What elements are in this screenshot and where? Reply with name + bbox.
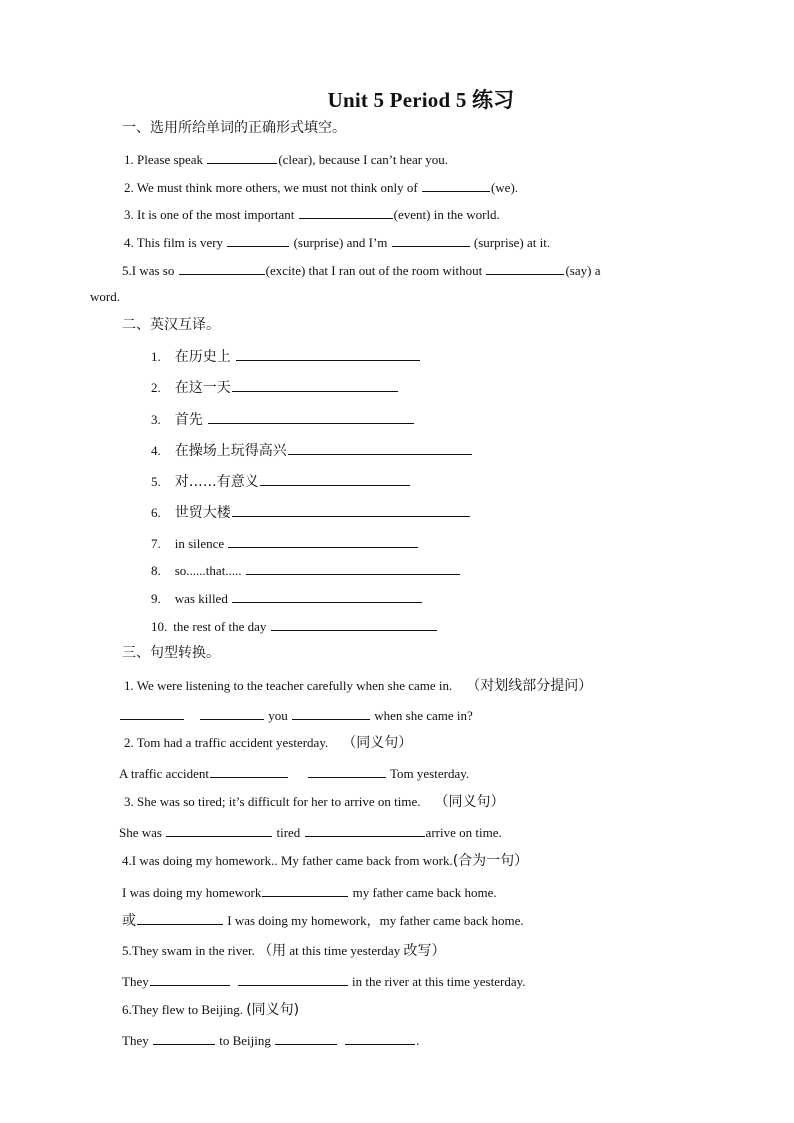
- s3-q5-instruction-b: at this time yesterday: [286, 943, 404, 958]
- s3-q6-answer-text-c: .: [416, 1033, 420, 1048]
- s3-q3-text: 3. She was so tired; it’s difficult for her to arrive on time.: [124, 794, 421, 809]
- s2-item-8: [151, 562, 461, 579]
- answer-blank[interactable]: [232, 379, 398, 392]
- s2-item-6: [151, 504, 471, 521]
- s2-item-8-num: 8.: [151, 563, 161, 578]
- s3-q4-answer-text-a: I was doing my homework: [122, 885, 262, 900]
- s1-item-1-text-a: 1. Please speak: [124, 152, 207, 167]
- s1-item-5-text-a: 5.I was so: [122, 263, 178, 278]
- answer-blank[interactable]: [137, 912, 223, 925]
- s3-q4-answer-1: [122, 884, 497, 901]
- s1-item-4-text-b: (surprise) and I’m: [290, 235, 391, 250]
- s2-item-6-text: 世贸大楼: [174, 505, 231, 521]
- s3-q3-answer-text-b: tired: [273, 825, 304, 840]
- s1-item-2: [124, 179, 518, 196]
- s2-item-9: [151, 590, 423, 607]
- s3-q4: [122, 853, 528, 869]
- answer-blank[interactable]: [305, 824, 425, 837]
- s2-item-10-num: 10.: [151, 619, 168, 634]
- s2-item-4-text: 在操场上玩得高兴: [174, 443, 287, 459]
- answer-blank[interactable]: [271, 618, 437, 631]
- s2-item-5: [151, 473, 411, 490]
- s2-item-2-text: 在这一天: [174, 380, 231, 396]
- s1-item-1-text-b: (clear), because I can’t hear you.: [278, 152, 449, 167]
- s3-q6-answer-text-b: to Beijing: [215, 1033, 275, 1048]
- s2-item-4: [151, 442, 473, 459]
- answer-blank[interactable]: [288, 442, 472, 455]
- answer-blank[interactable]: [308, 765, 386, 778]
- answer-blank[interactable]: [246, 562, 460, 575]
- s3-q6-answer-text-a: They: [122, 1033, 152, 1048]
- answer-blank[interactable]: [120, 707, 184, 720]
- s3-q1: [124, 678, 592, 694]
- s2-item-4-num: 4.: [151, 443, 161, 458]
- answer-blank[interactable]: [299, 206, 393, 219]
- s3-q5: [122, 943, 445, 959]
- s3-q5-answer: [122, 973, 526, 990]
- answer-blank[interactable]: [150, 973, 230, 986]
- answer-blank[interactable]: [166, 824, 272, 837]
- s1-item-1: [124, 151, 448, 168]
- s1-item-4-text-a: 4. This film is very: [124, 235, 227, 250]
- answer-blank[interactable]: [153, 1032, 215, 1045]
- s3-q2-answer: [119, 765, 469, 782]
- s3-q3-answer: [119, 824, 502, 841]
- s1-item-3-text-a: 3. It is one of the most important: [124, 207, 298, 222]
- s1-item-3-text-b: (event) in the world.: [393, 207, 500, 222]
- s1-item-3: [124, 206, 500, 223]
- s2-item-3-num: 3.: [151, 412, 161, 427]
- answer-blank[interactable]: [262, 884, 348, 897]
- answer-blank[interactable]: [422, 179, 490, 192]
- s1-item-5-cont: word.: [90, 289, 120, 304]
- s3-q2-text: 2. Tom had a traffic accident yesterday.: [124, 735, 329, 750]
- s2-item-7-num: 7.: [151, 536, 161, 551]
- s3-q1-text: 1. We were listening to the teacher carefully when she came in.: [124, 678, 453, 693]
- s1-item-4: [124, 234, 550, 251]
- s2-item-1-text: 在历史上: [174, 349, 236, 365]
- s3-q1-instruction: （对划线部分提问）: [466, 678, 593, 694]
- s3-q2-answer-text-b: Tom yesterday.: [387, 766, 470, 781]
- answer-blank[interactable]: [275, 1032, 337, 1045]
- s2-item-2: [151, 379, 399, 396]
- s2-item-5-text: 对……有意义: [174, 474, 259, 490]
- s2-item-6-num: 6.: [151, 505, 161, 520]
- s3-q4-instruction: (合为一句）: [452, 853, 529, 869]
- s2-item-7-text: in silence: [174, 536, 228, 551]
- answer-blank[interactable]: [227, 234, 289, 247]
- answer-blank[interactable]: [345, 1032, 415, 1045]
- s1-item-5-text-b: (excite) that I ran out of the room without: [265, 263, 486, 278]
- s2-item-10-text: the rest of the day: [173, 619, 270, 634]
- s2-item-9-num: 9.: [151, 591, 161, 606]
- answer-blank[interactable]: [210, 765, 288, 778]
- s1-item-2-text-a: 2. We must think more others, we must not think only of: [124, 180, 421, 195]
- s2-item-3: [151, 411, 415, 428]
- s3-q6: [122, 1002, 299, 1018]
- answer-blank[interactable]: [232, 504, 470, 517]
- s3-q2-answer-text-a: A traffic accident: [119, 766, 209, 781]
- s3-q4-answer-2: [122, 912, 524, 929]
- answer-blank[interactable]: [260, 473, 410, 486]
- s2-item-8-text: so......that.....: [174, 563, 245, 578]
- s3-q4-or: 或: [122, 913, 136, 929]
- s3-q5-instruction-a: （用: [258, 943, 287, 959]
- s3-q1-answer-text-a: you: [265, 708, 291, 723]
- s2-item-2-num: 2.: [151, 380, 161, 395]
- answer-blank[interactable]: [208, 411, 414, 424]
- s3-q6-text: 6.They flew to Beijing.: [122, 1002, 247, 1017]
- answer-blank[interactable]: [228, 535, 418, 548]
- s2-item-10: [151, 618, 438, 635]
- s3-q3-answer-text-c: arrive on time.: [425, 825, 502, 840]
- answer-blank[interactable]: [486, 262, 564, 275]
- s3-q6-answer: [122, 1032, 419, 1049]
- answer-blank[interactable]: [207, 151, 277, 164]
- answer-blank[interactable]: [236, 348, 420, 361]
- s3-q5-answer-text-b: in the river at this time yesterday.: [348, 974, 526, 989]
- s1-item-5: [122, 262, 600, 279]
- s3-q1-answer-text-b: when she came in?: [371, 708, 473, 723]
- s2-item-9-text: was killed: [174, 591, 232, 606]
- answer-blank[interactable]: [232, 590, 422, 603]
- s2-item-5-num: 5.: [151, 474, 161, 489]
- s3-q5-answer-text-a: They: [122, 974, 149, 989]
- s2-item-3-text: 首先: [174, 412, 208, 428]
- s1-item-4-text-c: (surprise) at it.: [470, 235, 551, 250]
- s3-q3-instruction: （同义句）: [434, 794, 505, 810]
- s3-q4-answer-text-c: I was doing my homework，my father came back home.: [224, 913, 524, 928]
- page-title: Unit 5 Period 5 练习: [327, 88, 515, 112]
- answer-blank[interactable]: [179, 262, 265, 275]
- s1-item-2-text-b: (we).: [490, 180, 519, 195]
- answer-blank[interactable]: [292, 707, 370, 720]
- s3-q3-answer-text-a: She was: [119, 825, 166, 840]
- s3-q3: [124, 794, 505, 810]
- section2-heading: 二、英汉互译。: [122, 317, 220, 333]
- answer-blank[interactable]: [200, 707, 264, 720]
- answer-blank[interactable]: [238, 973, 348, 986]
- answer-blank[interactable]: [392, 234, 470, 247]
- s3-q5-instruction-c: 改写）: [403, 943, 446, 959]
- s3-q4-answer-text-b: my father came back home.: [349, 885, 497, 900]
- s2-item-1: [151, 348, 421, 365]
- s3-q2-instruction: （同义句）: [342, 735, 413, 751]
- s2-item-7: [151, 535, 419, 552]
- s3-q6-instruction: (同义句): [246, 1002, 300, 1018]
- s3-q2: [124, 735, 412, 751]
- section3-heading: 三、句型转换。: [122, 645, 220, 661]
- s3-q4-text: 4.I was doing my homework.. My father came back from work.: [122, 853, 453, 868]
- s3-q1-answer: [119, 707, 473, 724]
- section1-heading: 一、选用所给单词的正确形式填空。: [122, 120, 346, 136]
- s2-item-1-num: 1.: [151, 349, 161, 364]
- s1-item-5-text-c: (say) a: [565, 263, 601, 278]
- s3-q5-text: 5.They swam in the river.: [122, 943, 259, 958]
